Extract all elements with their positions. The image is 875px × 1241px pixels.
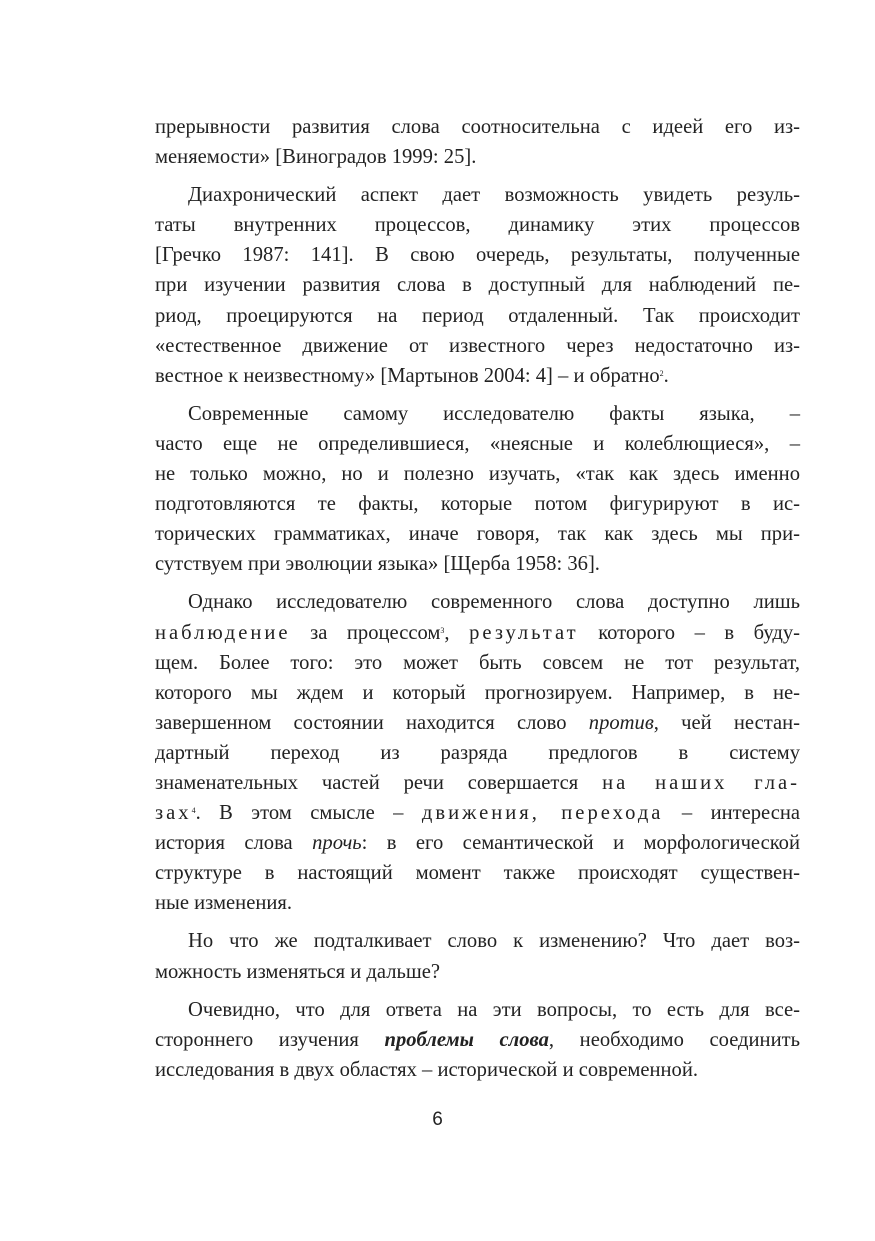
text-line [155,828,800,858]
text-line [155,1025,800,1055]
footnote-marker[interactable]: 3 [440,625,445,635]
text-run: , чей нестан- [653,711,800,734]
text-line: Однако исследователю современного слова доступно лишь [188,591,800,614]
spaced-emphasis: наблюдение [155,621,291,644]
paragraph-2 [155,180,800,391]
text-line [155,361,800,391]
text-line: щем. Более того: это может быть совсем не тот результат, [155,651,800,674]
text-line: меняемости» [Виноградов 1999: 25]. [155,146,477,169]
text-line: часто еще не определившиеся, «неясные и колеблющиеся», – [155,432,800,455]
text-run: , необходимо соединить [548,1028,800,1051]
paragraph-1 [155,112,800,172]
text-run: – интересна [663,802,801,825]
text-run: вестное к неизвестному» [Мартынов 2004: 4] – и обратно [155,364,660,387]
text-line: не только можно, но и полезно изучать, «так как здесь именно [155,463,800,486]
paragraph-5 [155,926,800,986]
text-line: исследования в двух областях – исторической и современной. [155,1058,699,1081]
text-line: Очевидно, что для ответа на эти вопросы, то есть для все- [188,998,800,1021]
paragraph-4 [155,587,800,918]
text-run: которого – в буду- [578,621,801,644]
italic-term: против [588,711,654,734]
text-line: Но что же подталкивает слово к изменению? Что дает воз- [188,930,800,953]
text-line: дартный переход из разряда предлогов в систему [155,741,800,764]
bold-italic-term: проблемы слова [384,1028,549,1051]
text-run: , [444,621,470,644]
text-line [155,708,800,738]
spaced-emphasis: зах [155,802,192,825]
text-line [155,618,800,648]
page-body [155,112,800,1085]
text-run: завершенном состоянии находится слово [155,711,589,734]
paragraph-3 [155,399,800,580]
paragraph-6 [155,995,800,1085]
text-line: структуре в настоящий момент также происходят существен- [155,862,800,885]
page-number: 6 [432,1109,443,1130]
spaced-emphasis: результат [469,621,579,644]
text-line: [Гречко 1987: 141]. В свою очередь, результаты, полученные [155,244,800,267]
text-line: Современные самому исследователю факты языка, – [188,402,800,425]
text-line: можность изменяться и дальше? [155,960,441,983]
footnote-marker[interactable]: 4 [191,806,196,816]
text-run: . [663,364,669,387]
text-line [155,768,800,798]
text-line: прерывности развития слова соотносительна с идеей его из- [155,116,800,138]
text-run: знаменательных частей речи совершается [155,771,603,794]
text-line: риод, проецируются на период отдаленный. Так происходит [155,304,800,327]
text-line: торических грамматиках, иначе говоря, так как здесь мы при- [155,523,800,546]
text-line: которого мы ждем и который прогнозируем. Например, в не- [155,681,800,704]
footnote-marker[interactable]: 2 [659,368,664,378]
text-line [155,798,800,828]
text-line: при изучении развития слова в доступный для наблюдений пе- [155,274,800,297]
text-run: за процессом [290,621,441,644]
text-run: . В этом смысле – [195,802,422,825]
text-run: история слова [155,832,313,855]
text-line: «естественное движение от известного через недостаточно из- [155,334,800,357]
text-line: подготовляются те факты, которые потом фигурируют в ис- [155,493,800,516]
text-line: Диахронический аспект дает возможность увидеть резуль- [188,184,800,207]
text-line: ные изменения. [155,892,293,915]
text-line: таты внутренних процессов, динамику этих процессов [155,214,800,237]
text-run: стороннего изучения [155,1028,385,1051]
spaced-emphasis: на наших гла- [602,771,800,794]
italic-term: прочь [312,832,362,855]
text-line: сутствуем при эволюции языка» [Щерба 1958: 36]. [155,553,600,576]
spaced-emphasis: движения, перехода [421,802,664,825]
text-run: : в его семантической и морфологической [361,832,800,855]
